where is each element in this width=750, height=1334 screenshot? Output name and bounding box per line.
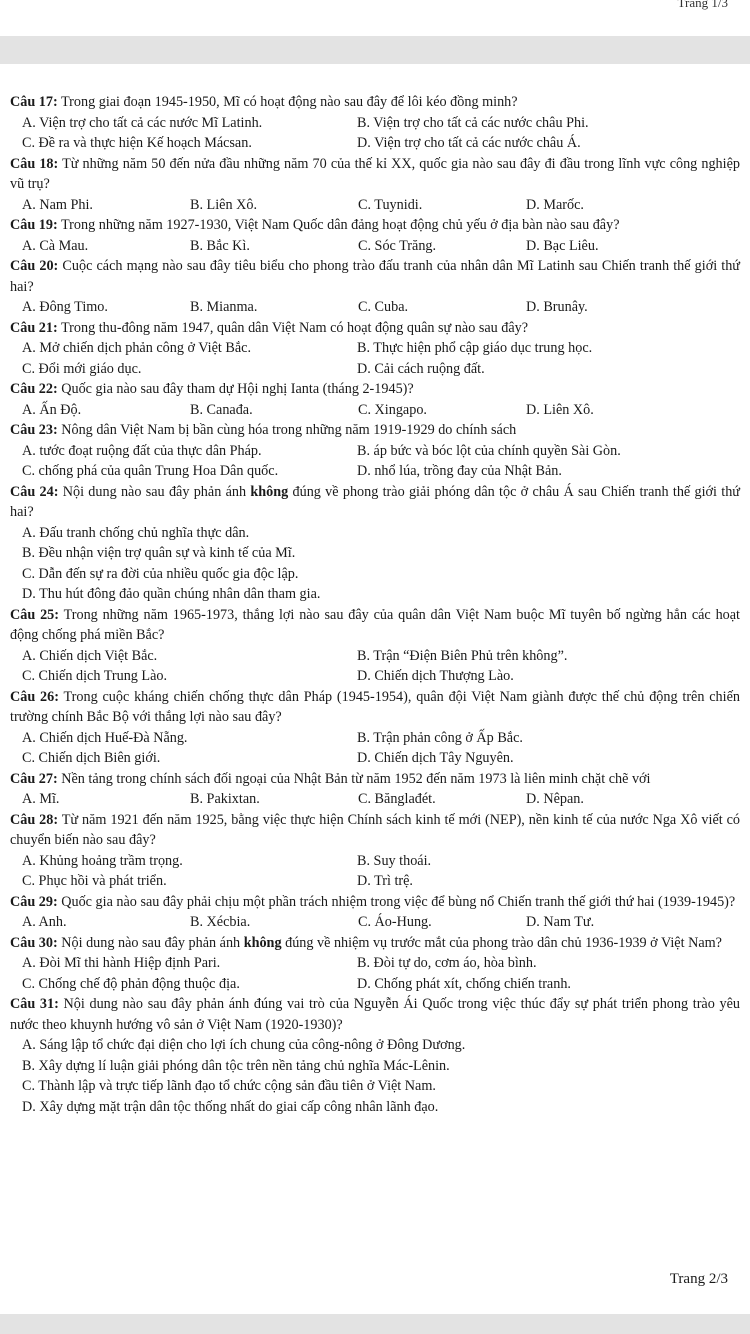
question-stem — [10, 769, 740, 790]
question-block — [10, 420, 740, 482]
question-text: Trong thu-đông năm 1947, quân dân Việt Nam có hoạt động quân sự nào sau đây? — [61, 319, 529, 336]
answer-options — [10, 297, 740, 318]
answer-option: A. Chiến dịch Huế-Đà Nẵng. — [22, 729, 188, 746]
answer-option: D. nhổ lúa, trồng đay của Nhật Bản. — [357, 463, 562, 479]
question-block — [10, 994, 740, 1117]
answer-option: D. Bạc Liêu. — [526, 237, 599, 254]
answer-option: D. Chiến dịch Tây Nguyên. — [357, 750, 514, 766]
question-number: Câu 31: — [10, 996, 59, 1012]
answer-option: C. Chiến dịch Trung Lào. — [22, 668, 168, 684]
answer-option: C. Tuynidi. — [358, 196, 423, 213]
question-stem — [10, 420, 740, 441]
question-number: Câu 28: — [10, 811, 59, 828]
question-block — [10, 256, 740, 318]
question-stem — [10, 687, 740, 728]
question-text: Trong những năm 1965-1973, thắng lợi nào sau đây của quân dân Việt Nam buộc Mĩ tuyên bố ngừng hẳn các hoạt động chống phá miền Bắc? — [10, 606, 740, 643]
answer-option: C. chống phá của quân Trung Hoa Dân quốc. — [22, 463, 279, 479]
answer-option: C. Xingapo. — [358, 401, 427, 418]
question-block — [10, 769, 740, 810]
answer-option: A. Khủng hoảng trầm trọng. — [22, 852, 183, 869]
answer-option: A. Anh. — [22, 914, 67, 930]
question-list — [10, 92, 740, 1117]
answer-options — [10, 646, 740, 687]
question-block — [10, 933, 740, 995]
question-text: Cuộc cách mạng nào sau đây tiêu biểu cho phong trào đấu tranh của nhân dân Mĩ Latinh sau Chiến tranh thế giới thứ hai? — [10, 258, 740, 295]
question-text: đúng về nhiệm vụ trước mắt của phong trào dân chủ 1936-1939 ở Việt Nam? — [281, 934, 722, 951]
question-number: Câu 18: — [10, 155, 59, 172]
answer-option: D. Liên Xô. — [526, 401, 594, 418]
answer-option: B. Trận “Điện Biên Phủ trên không”. — [357, 647, 568, 664]
answer-option: A. Chiến dịch Việt Bắc. — [22, 647, 158, 664]
answer-option: C. Đổi mới giáo dục. — [22, 360, 142, 377]
answer-options — [10, 338, 740, 379]
answer-options — [10, 912, 740, 933]
question-stem — [10, 994, 740, 1035]
answer-option: C. Cuba. — [358, 299, 409, 315]
answer-option: D. Brunây. — [526, 299, 588, 315]
question-number: Câu 22: — [10, 381, 58, 397]
previous-page-strip — [0, 0, 750, 36]
answer-option: B. Mianma. — [190, 299, 258, 315]
answer-option: B. Thực hiện phổ cập giáo dục trung học. — [357, 340, 593, 356]
question-emphasis: không — [250, 483, 289, 500]
question-number: Câu 21: — [10, 319, 58, 336]
question-text: Nông dân Việt Nam bị bần cùng hóa trong những năm 1919-1929 do chính sách — [61, 422, 517, 438]
answer-option: A. Mở chiến dịch phản công ở Việt Bắc. — [22, 340, 252, 356]
answer-option: D. Xây dựng mặt trận dân tộc thống nhất do giai cấp công nhân lãnh đạo. — [22, 1098, 439, 1115]
question-block — [10, 482, 740, 605]
answer-options — [10, 728, 740, 769]
question-stem — [10, 92, 740, 113]
answer-option: B. Canađa. — [190, 401, 253, 418]
answer-option: C. Chống chế độ phản động thuộc địa. — [22, 975, 240, 992]
question-block — [10, 92, 740, 154]
answer-option: D. Chống phát xít, chống chiến tranh. — [357, 975, 571, 992]
question-number: Câu 26: — [10, 688, 59, 705]
answer-option: A. Đòi Mĩ thi hành Hiệp định Pari. — [22, 955, 221, 971]
question-block — [10, 605, 740, 687]
answer-option: C. Phục hồi và phát triển. — [22, 873, 167, 889]
question-number: Câu 25: — [10, 606, 59, 623]
question-text: Quốc gia nào sau đây phải chịu một phần trách nhiệm trong việc để bùng nổ Chiến tranh thế giới thứ hai (1939-1945)? — [61, 893, 736, 910]
answer-option: D. Cải cách ruộng đất. — [357, 360, 485, 377]
answer-option: D. Chiến dịch Thượng Lào. — [357, 668, 514, 684]
question-stem — [10, 379, 740, 400]
answer-option: A. Ấn Độ. — [22, 401, 82, 418]
answer-option: B. Xécbia. — [190, 914, 251, 930]
answer-option: A. Đấu tranh chống chủ nghĩa thực dân. — [22, 524, 250, 541]
answer-option: A. Viện trợ cho tất cả các nước Mĩ Latinh. — [22, 114, 263, 131]
answer-option: B. Suy thoái. — [357, 852, 432, 869]
question-block — [10, 810, 740, 892]
question-text: Trong cuộc kháng chiến chống thực dân Pháp (1945-1954), quân đội Việt Nam giành được thế chủ động trên chiến trường chính Bắc Bộ với thắng lợi nào sau đây? — [10, 688, 740, 725]
answer-option: A. Đông Timo. — [22, 299, 108, 315]
answer-options — [10, 441, 740, 482]
answer-option: C. Đề ra và thực hiện Kế hoạch Mácsan. — [22, 135, 252, 151]
question-text: đúng về phong trào giải phóng dân tộc ở châu Á sau Chiến tranh thế giới thứ hai? — [10, 483, 740, 520]
answer-option: B. áp bức và bóc lột của chính quyền Sài Gòn. — [357, 442, 621, 459]
answer-options — [10, 113, 740, 154]
answer-option: D. Nam Tư. — [526, 914, 595, 930]
answer-option: B. Bắc Kì. — [190, 237, 250, 254]
answer-options — [10, 400, 740, 421]
answer-options — [10, 789, 740, 810]
question-number: Câu 17: — [10, 94, 58, 110]
question-number: Câu 20: — [10, 258, 59, 274]
question-block — [10, 892, 740, 933]
question-number: Câu 27: — [10, 770, 58, 787]
answer-option: B. Đòi tự do, cơm áo, hòa bình. — [357, 955, 537, 971]
question-emphasis: không — [243, 934, 282, 951]
answer-option: D. Trì trệ. — [357, 873, 413, 889]
answer-options — [10, 236, 740, 257]
answer-options — [10, 953, 740, 994]
answer-option: C. Bănglađét. — [358, 791, 436, 807]
answer-options — [10, 1035, 740, 1117]
answer-option: C. Áo-Hung. — [358, 914, 432, 930]
answer-option: B. Trận phản công ở Ấp Bắc. — [357, 729, 523, 746]
question-block — [10, 154, 740, 216]
question-text: Từ những năm 50 đến nửa đầu những năm 70 của thế kỉ XX, quốc gia nào sau đây đi đầu trong lĩnh vực công nghiệp vũ trụ? — [10, 155, 740, 192]
answer-option: A. Sáng lập tổ chức đại diện cho lợi ích chung của công-nông ở Đông Dương. — [22, 1037, 466, 1053]
answer-option: B. Liên Xô. — [190, 196, 257, 213]
answer-option: B. Pakixtan. — [190, 791, 260, 807]
question-block — [10, 318, 740, 380]
question-stem — [10, 482, 740, 523]
answer-option: C. Chiến dịch Biên giới. — [22, 750, 161, 766]
answer-option: A. Nam Phi. — [22, 196, 93, 213]
question-stem — [10, 933, 740, 954]
question-text: Trong những năm 1927-1930, Việt Nam Quốc dân đảng hoạt động chủ yếu ở địa bàn nào sau đây? — [61, 217, 620, 233]
answer-option: C. Sóc Trăng. — [358, 237, 437, 254]
answer-option: C. Thành lập và trực tiếp lãnh đạo tổ chức cộng sản đầu tiên ở Việt Nam. — [22, 1078, 436, 1094]
answer-option: A. tước đoạt ruộng đất của thực dân Pháp. — [22, 442, 262, 459]
question-stem — [10, 256, 740, 297]
answer-option: D. Marốc. — [526, 196, 584, 213]
question-number: Câu 24: — [10, 483, 59, 500]
question-number: Câu 30: — [10, 934, 58, 951]
answer-option: B. Đều nhận viện trợ quân sự và kinh tế của Mĩ. — [22, 545, 296, 561]
answer-options — [10, 851, 740, 892]
question-block — [10, 215, 740, 256]
answer-option: D. Thu hút đông đảo quần chúng nhân dân tham gia. — [22, 586, 321, 602]
answer-options — [10, 195, 740, 216]
answer-options — [10, 523, 740, 605]
question-text: Quốc gia nào sau đây tham dự Hội nghị Ianta (tháng 2-1945)? — [61, 381, 414, 397]
question-text: Nội dung nào sau đây phản ánh — [62, 483, 251, 500]
page-number: Trang 2/3 — [669, 1271, 728, 1287]
question-number: Câu 19: — [10, 217, 58, 233]
question-text: Nội dung nào sau đây phản ánh — [61, 934, 244, 951]
question-text: Trong giai đoạn 1945-1950, Mĩ có hoạt động nào sau đây để lôi kéo đồng minh? — [61, 94, 518, 110]
question-text: Nền tảng trong chính sách đối ngoại của Nhật Bản từ năm 1952 đến năm 1973 là liên minh chặt chẽ với — [61, 770, 651, 787]
answer-option: C. Dẫn đến sự ra đời của nhiều quốc gia độc lập. — [22, 565, 299, 582]
question-number: Câu 23: — [10, 422, 58, 438]
question-stem — [10, 892, 740, 913]
question-number: Câu 29: — [10, 893, 58, 910]
previous-page-number: Trang 1/3 — [677, 0, 728, 10]
question-block — [10, 379, 740, 420]
question-stem — [10, 605, 740, 646]
question-text: Từ năm 1921 đến năm 1925, bằng việc thực hiện Chính sách kinh tế mới (NEP), nền kinh tế của nước Nga Xô viết có chuyển biến nào sau đây? — [10, 811, 741, 848]
question-text: Nội dung nào sau đây phản ánh đúng vai trò của Nguyễn Ái Quốc trong việc thúc đẩy sự phát triển phong trào yêu nước theo khuynh hướng vô sản ở Việt Nam (1920-1930)? — [10, 996, 740, 1033]
answer-option: D. Viện trợ cho tất cả các nước châu Á. — [357, 135, 581, 151]
question-stem — [10, 215, 740, 236]
answer-option: A. Cà Mau. — [22, 237, 89, 254]
exam-page — [0, 64, 750, 1314]
answer-option: D. Nêpan. — [526, 791, 584, 807]
answer-option: B. Xây dựng lí luận giải phóng dân tộc trên nền tảng chủ nghĩa Mác-Lênin. — [22, 1057, 450, 1074]
question-stem — [10, 810, 740, 851]
answer-option: B. Viện trợ cho tất cả các nước châu Phi. — [357, 114, 589, 131]
question-block — [10, 687, 740, 769]
answer-option: A. Mĩ. — [22, 791, 60, 807]
question-stem — [10, 318, 740, 339]
question-stem — [10, 154, 740, 195]
